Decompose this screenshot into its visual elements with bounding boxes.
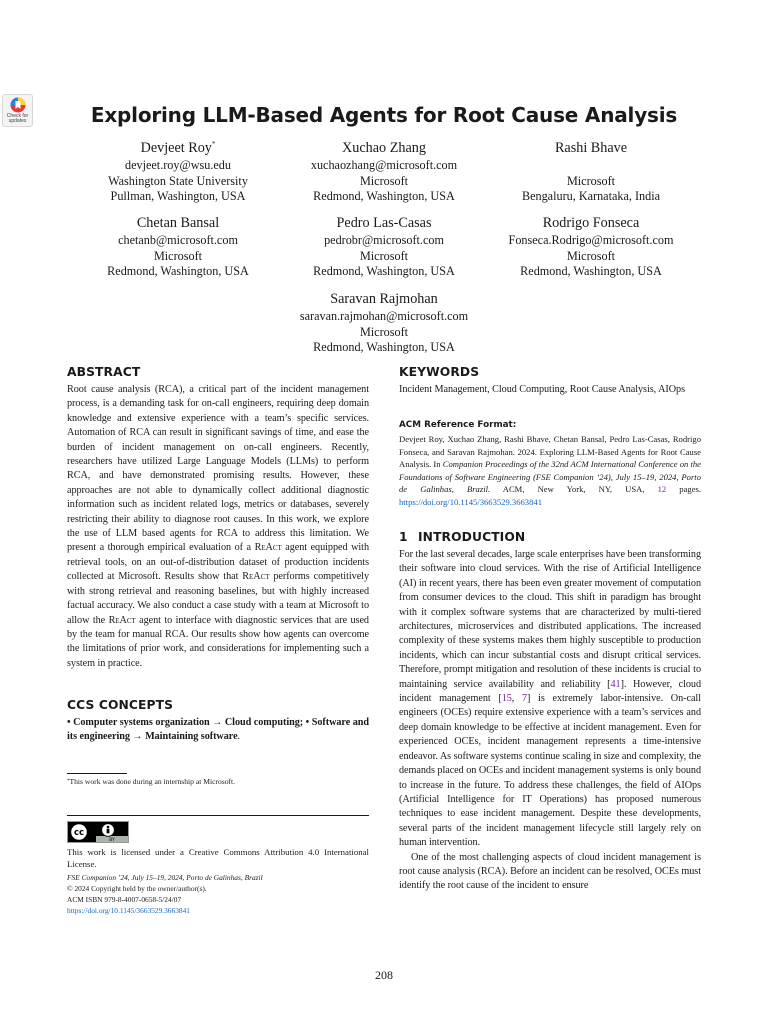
page-number: 208 [375, 968, 393, 982]
creative-commons-icon [74, 828, 84, 838]
acm-reference-text: Devjeet Roy, Xuchao Zhang, Rashi Bhave, Chetan Bansal, Pedro Las-Casas, Rodrigo Fonseca, and Saravan Rajmohan. 2024. Exploring LLM-Based Agents for Root Cause Analysis. In Companion Proceedings of the 32nd ACM International Conference on the Foundations of Software Engineering (FSE Companion ’24), July 15–19, 2024, Porto de Galinhas, Brazil. ACM, New York, NY, USA, 12 pages. https://doi.org/10.1145/3663529.3663841 [399, 434, 701, 507]
author-location: Redmond, Washington, USA [313, 340, 455, 354]
author-block [481, 140, 701, 205]
citation-link[interactable]: 7 [522, 693, 528, 705]
copyright-line: © 2024 Copyright held by the owner/author(s). [67, 884, 207, 893]
author-location: Bengaluru, Karnataka, India [521, 189, 661, 203]
author-email: pedrobr@microsoft.com [324, 233, 444, 247]
abstract-text: Root cause analysis (RCA), a critical part of the incident management process, is a demanding task for on-call engineers, requiring deep domain knowledge and extensive experience with a team’s specific services. Automation of RCA can result in significant savings of time, and ease the burden of incident management on on-call engineers. Recently, researchers have utilized Large Language Models (LLMs) to perform RCA, and have demonstrated promising results. However, these approaches are not able to dynamically collect additional diagnostic information such as incident related logs, metrics or databases, severely restricting their ability to diagnose root causes. In this work, we explore the use of LLM based agents for RCA to address this limitation. We present a thorough empirical evaluation of a ReAct agent equipped with retrieval tools, on an out-of-distribution dataset of production incidents collected at Microsoft. Results show that ReAct performs competitively with strong retrieval and reasoning baselines, but with highly increased factual accuracy. We also conduct a case study with a team at Microsoft to allow the ReAct agent to interface with diagnostic services that are used by the team for manual RCA. Our results show how agents can overcome the limitations of prior work, and considerations for implementing such a system in practice. [67, 384, 369, 669]
author-name: Pedro Las-Casas [336, 215, 432, 231]
author-email [481, 158, 701, 174]
author-location: Redmond, Washington, USA [313, 189, 455, 203]
page-count-link[interactable]: 12 [657, 484, 667, 495]
citation-link[interactable]: 41 [610, 678, 621, 690]
author-block [68, 140, 288, 205]
svg-text:cc: cc [73, 828, 85, 839]
author-name: Saravan Rajmohan [330, 291, 438, 307]
license-text: This work is licensed under a Creative Commons Attribution 4.0 International License. [67, 847, 369, 869]
author-location: Redmond, Washington, USA [313, 264, 455, 278]
ccs-heading: CCS CONCEPTS [67, 698, 174, 712]
doi-link[interactable]: https://doi.org/10.1145/3663529.3663841 [67, 906, 190, 915]
abstract-heading: ABSTRACT [67, 365, 141, 379]
author-org: Microsoft [359, 324, 409, 339]
author-email: chetanb@microsoft.com [118, 233, 238, 247]
paper-title: Exploring LLM-Based Agents for Root Cause Analysis [90, 103, 678, 127]
footnote: *This work was done during an internship at Microsoft. [67, 777, 236, 786]
acm-reference-heading: ACM Reference Format: [399, 420, 517, 430]
author-block [274, 140, 494, 205]
author-block [274, 215, 494, 280]
react-term: ReAct [242, 571, 270, 583]
author-name: Rodrigo Fonseca [542, 215, 640, 231]
author-name: Xuchao Zhang [342, 140, 426, 156]
author-location: Redmond, Washington, USA [520, 264, 662, 278]
author-org: Washington State University [108, 173, 248, 188]
license-rule [67, 815, 369, 816]
footnote-rule [67, 773, 127, 774]
isbn-line: ACM ISBN 979-8-4007-0658-5/24/07 [67, 895, 182, 904]
author-location: Pullman, Washington, USA [110, 189, 246, 203]
author-name: Rashi Bhave [554, 140, 628, 156]
react-term: ReAct [108, 614, 136, 626]
react-term: ReAct [254, 542, 282, 554]
author-block [274, 291, 494, 356]
author-name: Chetan Bansal [136, 215, 220, 231]
ccs-concepts: • Computer systems organization → Cloud computing; • Software and its engineering → Maintaining software. [67, 717, 370, 743]
author-email: devjeet.roy@wsu.edu [125, 158, 231, 172]
introduction-heading: 1 INTRODUCTION [399, 530, 526, 544]
author-email: saravan.rajmohan@microsoft.com [299, 309, 469, 323]
cc-by-license-badge[interactable] [67, 821, 129, 843]
by-label: BY [109, 838, 115, 842]
author-email: xuchaozhang@microsoft.com [310, 158, 458, 172]
author-org: Microsoft [359, 173, 409, 188]
author-block [481, 215, 701, 280]
introduction-text: For the last several decades, large scale enterprises have been transforming their software into cloud services. With the rise of Artificial Intelligence (AI) in recent years, there has been even greater movement of computation from consumer devices to the cloud. This shift in paradigm has brought with it complex software systems that are characterized by multi-tiered architectures, microservices and distributed applications. The increased complexity of these systems makes them highly susceptible to production incidents, which can incur substantial costs and disrupt critical services. Therefore, prompt mitigation and resolution of these incidents is crucial to maintaining service availability and reliability [41]. However, cloud incident management [15, 7] is extremely labor-intensive. On-call engineers (OCEs) require extensive experience with a team’s services and deep domain knowledge to be effective at incident management. Even for experienced OCEs, incident management represents a time-intensive endeavor. As software systems continue scaling in size and complexity, the demands placed on OCEs and incident management systems is only bound to increase in the future. To address these challenges, the field of AIOps (Artificial Intelligence for IT Operations) has proposed numerous techniques to ease incident management. Despite these developments, several parts of the incident management lifecycle still largely rely on human intervention. One of the most challenging aspects of cloud incident management is root cause analysis (RCA). Before an incident can be resolved, OCEs must identify the root cause of the incident to ensure [399, 549, 701, 892]
author-location: Redmond, Washington, USA [107, 264, 249, 278]
keywords-heading: KEYWORDS [399, 365, 480, 379]
author-org: Microsoft [153, 248, 203, 263]
author-org: Microsoft [566, 248, 616, 263]
author-name: Devjeet Roy* [140, 140, 216, 156]
author-block [68, 215, 288, 280]
citation-link[interactable]: 15 [501, 693, 512, 705]
badge-label: Check for updates [6, 113, 29, 124]
author-org: Microsoft [359, 248, 409, 263]
reference-doi-link[interactable]: https://doi.org/10.1145/3663529.3663841 [399, 496, 542, 507]
author-email: Fonseca.Rodrigo@microsoft.com [508, 233, 674, 247]
venue-line: FSE Companion ’24, July 15–19, 2024, Porto de Galinhas, Brazil [67, 873, 263, 882]
keywords-text: Incident Management, Cloud Computing, Root Cause Analysis, AIOps [399, 384, 685, 395]
author-org: Microsoft [566, 173, 616, 188]
attribution-person-icon [107, 826, 110, 834]
